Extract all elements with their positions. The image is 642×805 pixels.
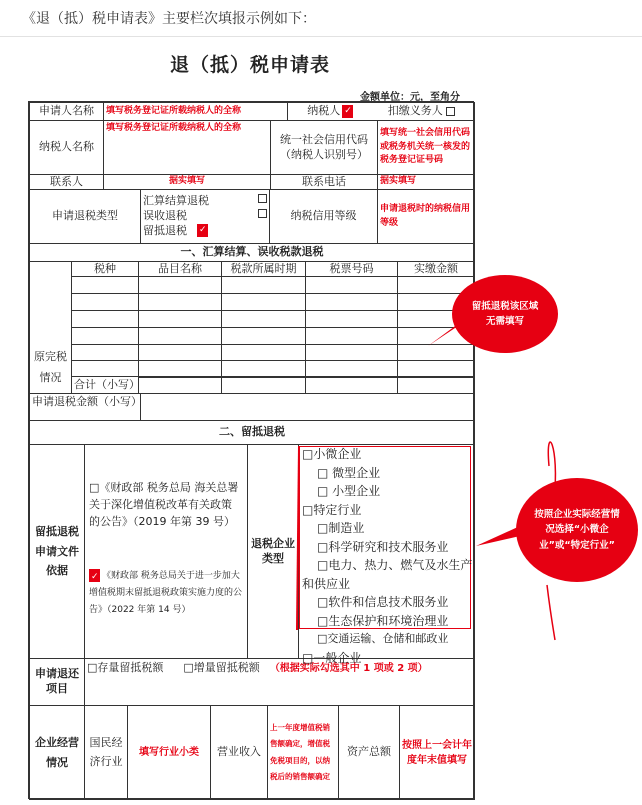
checked-icon: [89, 569, 100, 582]
enterprise-type-ecology[interactable]: □生态保护和环境治理业: [317, 613, 449, 628]
section1-cell[interactable]: [305, 310, 398, 328]
section1-cell[interactable]: [305, 327, 398, 345]
section1-cell[interactable]: [138, 276, 222, 294]
refund-type-label: 申请退税类型: [29, 189, 141, 244]
applicant-name-field[interactable]: 填写税务登记证所载纳税人的全称: [103, 102, 288, 121]
enterprise-type-energy-cont: 和供应业: [302, 576, 351, 591]
section1-cell[interactable]: [71, 276, 139, 294]
section1-cell[interactable]: [305, 293, 398, 311]
enterprise-type-transport[interactable]: □交通运输、仓储和邮政业: [317, 632, 449, 645]
callout-bubble-section1: 留抵退税该区域无需填写: [452, 275, 558, 353]
col-header-tax-period: 税款所属时期: [221, 261, 306, 277]
refund-type-options: [140, 189, 270, 244]
checkbox-icon: [258, 209, 267, 218]
credit-rating-field[interactable]: 申请退税时的纳税信用等级: [377, 189, 475, 244]
taxpayer-option[interactable]: 纳税人✓: [307, 104, 353, 119]
applicant-name-label: 申请人名称: [29, 102, 104, 121]
unit-note: 金额单位：元，至角分: [360, 92, 460, 103]
refund-item-label: 申请退还项目: [29, 658, 85, 706]
section1-cell[interactable]: [221, 344, 306, 361]
enterprise-type-manufacturing[interactable]: □制造业: [317, 521, 365, 535]
callout-tick-bottom: [547, 585, 555, 640]
section1-cell[interactable]: [138, 293, 222, 311]
section1-cell[interactable]: [71, 310, 139, 328]
section1-cell[interactable]: [138, 310, 222, 328]
section1-cell[interactable]: [71, 293, 139, 311]
revenue-field[interactable]: 上一年度增值税销售额确定，增值税免税项目的，以纳税后的销售额确定: [267, 705, 339, 800]
assets-field[interactable]: 按照上一会计年度年末值填写: [399, 705, 475, 800]
refund-amount-field[interactable]: [140, 393, 475, 421]
subtotal-cell[interactable]: [397, 376, 475, 394]
refund-amount-label: 申请退税金额（小写）: [29, 393, 141, 421]
section1-cell[interactable]: [221, 276, 306, 294]
taxpayer-name-field[interactable]: 填写税务登记证所载纳税人的全称: [103, 120, 271, 175]
industry-field[interactable]: 填写行业小类: [127, 705, 211, 800]
section1-cell[interactable]: [221, 293, 306, 311]
stock-option[interactable]: □存量留抵税额: [87, 661, 164, 674]
section1-cell[interactable]: [71, 344, 139, 361]
checkbox-icon: [446, 107, 455, 116]
enterprise-type-energy[interactable]: □电力、热力、燃气及水生产: [317, 558, 473, 572]
enterprise-type-micro[interactable]: □ 微型企业: [317, 465, 381, 480]
refund-type-option[interactable]: 留抵退税✓: [143, 224, 267, 239]
contact-field[interactable]: 据实填写: [103, 174, 271, 190]
increment-option[interactable]: □增量留抵税额: [183, 661, 260, 674]
business-label: 企业经营情况: [29, 705, 85, 800]
credit-rating-label: 纳税信用等级: [269, 189, 378, 244]
enterprise-type-small[interactable]: □ 小型企业: [317, 484, 381, 498]
checked-icon: [342, 105, 353, 118]
section1-cell[interactable]: [221, 310, 306, 328]
revenue-label: 营业收入: [210, 705, 268, 800]
section2-title: 二、留抵退税: [29, 420, 475, 445]
assets-label: 资产总额: [338, 705, 400, 800]
col-header-ticket-no: 税票号码: [305, 261, 398, 277]
industry-label: 国民经济行业: [84, 705, 128, 800]
contact-label: 联系人: [29, 174, 104, 190]
enterprise-type-software[interactable]: □软件和信息技术服务业: [317, 595, 449, 609]
enterprise-type-small-micro[interactable]: □小微企业: [302, 447, 362, 461]
section1-cell[interactable]: [221, 327, 306, 345]
callout-bubble-enterprise-type: 按照企业实际经营情况选择“小微企业”或“特定行业”: [516, 478, 638, 582]
enterprise-type-list: [302, 445, 472, 667]
enterprise-type-general[interactable]: □一般企业: [302, 650, 362, 665]
withholding-agent-option[interactable]: 扣缴义务人: [388, 104, 455, 119]
refund-item-hint: （根据实际勾选其中 1 项或 2 项）: [269, 663, 428, 674]
divider: [0, 36, 642, 37]
doc-option-2022[interactable]: ✓《财政部 税务总局关于进一步加大增值税期末留抵退税政策实施力度的公告》（2022 年第 14 号）: [89, 568, 243, 619]
doc-basis-label: 留抵退税申请文件依据: [29, 444, 85, 659]
refund-type-option[interactable]: 误收退税: [143, 209, 267, 224]
original-tax-label: 原完税情况: [29, 261, 72, 394]
enterprise-type-label: 退税企业类型: [247, 444, 299, 659]
phone-field[interactable]: 据实填写: [377, 174, 475, 190]
enterprise-type-research[interactable]: □科学研究和技术服务业: [317, 539, 449, 554]
doc-basis-options: [84, 444, 248, 659]
credit-code-field[interactable]: 填写统一社会信用代码或税务机关统一核发的税务登记证号码: [377, 120, 475, 175]
page-heading: 《退（抵）税申请表》主要栏次填报示例如下：: [22, 11, 316, 27]
form-title: 退（抵）税申请表: [169, 54, 330, 76]
enterprise-type-specific[interactable]: □特定行业: [302, 502, 362, 517]
subtotal-cell[interactable]: [305, 376, 398, 394]
col-header-item-name: 品目名称: [138, 261, 222, 277]
section1-cell[interactable]: [305, 344, 398, 361]
section1-cell[interactable]: [71, 327, 139, 345]
checkbox-icon: [258, 194, 267, 203]
callout-tail-2: [476, 526, 520, 546]
refund-type-option[interactable]: 汇算结算退税: [143, 194, 267, 209]
col-header-paid-amount: 实缴金额: [397, 261, 475, 277]
subtotal-cell[interactable]: [221, 376, 306, 394]
section1-cell[interactable]: [305, 276, 398, 294]
subtotal-cell[interactable]: [138, 376, 222, 394]
taxpayer-name-label: 纳税人名称: [29, 120, 104, 175]
section1-cell[interactable]: [138, 344, 222, 361]
section1-title: 一、汇算结算、误收税款退税: [29, 243, 475, 262]
section1-cell[interactable]: [397, 344, 475, 361]
credit-code-label: 统一社会信用代码（纳税人识别号）: [270, 120, 378, 175]
section1-cell[interactable]: [138, 327, 222, 345]
doc-option-2019[interactable]: □《财政部 税务总局 海关总署 关于深化增值税改革有关政策 的公告》（2019 年第 39 号）: [89, 481, 239, 529]
checked-icon: [197, 224, 208, 237]
phone-label: 联系电话: [270, 174, 378, 190]
applicant-type-cell: [287, 102, 475, 121]
subtotal-label: 合计（小写）: [71, 376, 139, 394]
col-header-tax-type: 税种: [71, 261, 139, 277]
